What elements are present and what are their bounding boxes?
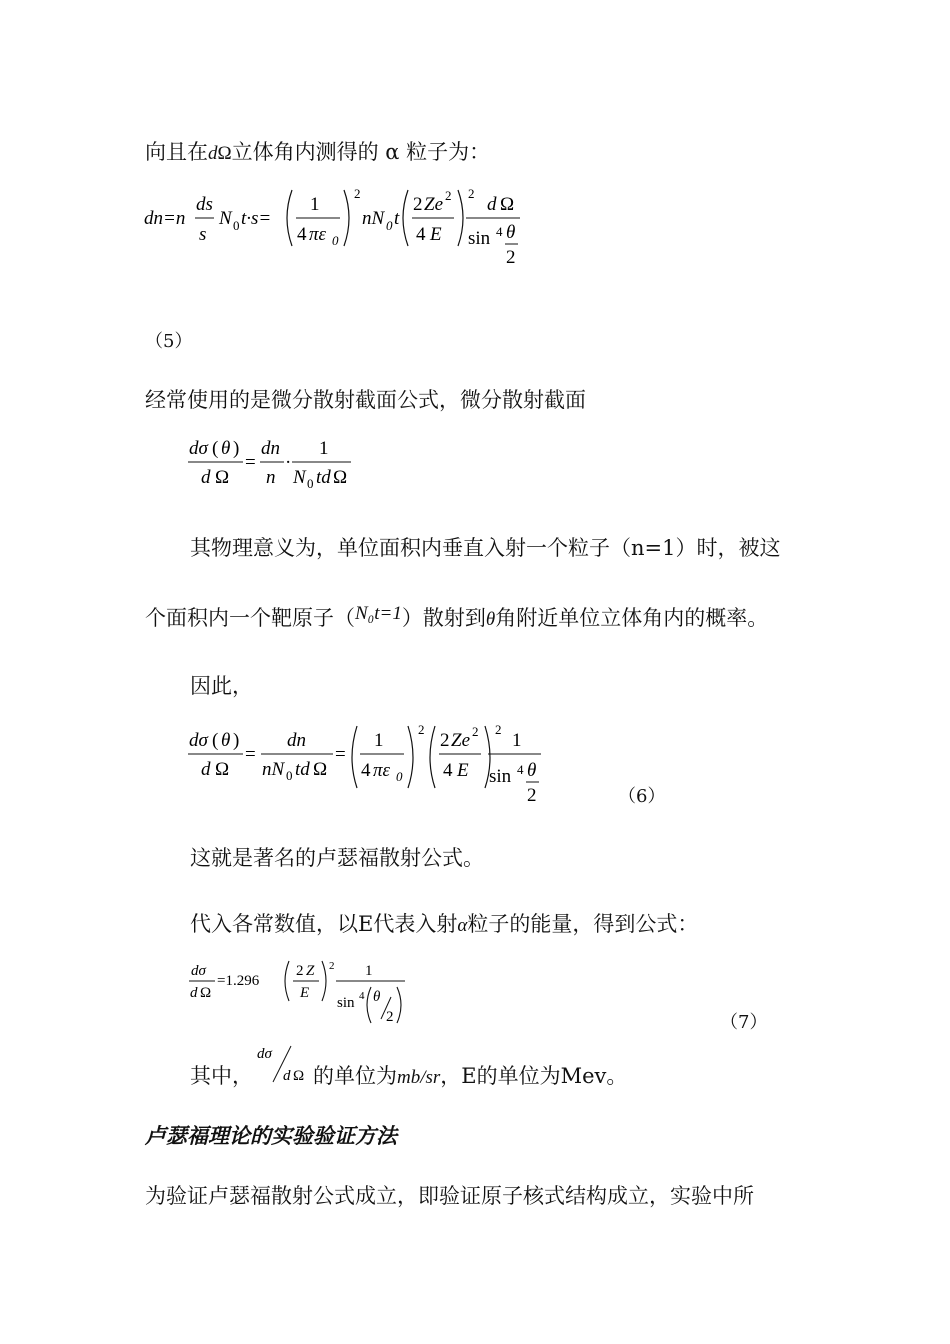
svg-text:1: 1 xyxy=(365,963,373,979)
svg-text:td: td xyxy=(316,467,331,488)
svg-text:2: 2 xyxy=(354,186,361,201)
svg-text:0: 0 xyxy=(286,768,293,783)
svg-text:d: d xyxy=(190,985,198,1001)
svg-text:0: 0 xyxy=(396,769,403,784)
math-inline-n0t1: N₀t=1 xyxy=(355,603,402,624)
svg-text:ds: ds xyxy=(196,194,213,215)
svg-text:4: 4 xyxy=(416,224,426,245)
svg-text:1: 1 xyxy=(512,730,522,751)
svg-text:4: 4 xyxy=(359,990,365,1002)
svg-text:1: 1 xyxy=(319,438,329,459)
svg-text:4: 4 xyxy=(496,224,503,239)
svg-text:0: 0 xyxy=(332,233,339,248)
text-segment: 粒子的能量，得到公式： xyxy=(467,912,699,936)
svg-text:θ: θ xyxy=(221,730,231,751)
svg-text:2: 2 xyxy=(495,722,502,737)
svg-text:sin: sin xyxy=(337,995,355,1011)
svg-text:4: 4 xyxy=(361,760,371,781)
svg-text:dn: dn xyxy=(261,438,280,459)
svg-text:Ω: Ω xyxy=(293,1068,305,1084)
svg-text:1: 1 xyxy=(374,730,384,751)
equation-differential-cross-section xyxy=(185,432,365,492)
svg-text:n: n xyxy=(266,467,276,488)
svg-text:θ: θ xyxy=(527,760,537,781)
svg-text:dn: dn xyxy=(287,730,306,751)
svg-text:E: E xyxy=(300,985,310,1001)
text-segment: 角附近单位立体角内的概率。 xyxy=(495,606,769,630)
svg-text:2: 2 xyxy=(386,1009,394,1025)
svg-text:=: = xyxy=(245,744,256,765)
text-segment: 个面积内一个靶原子（ xyxy=(145,606,355,630)
equation-number-7: （7） xyxy=(720,1012,768,1033)
equation-number-6: （6） xyxy=(618,786,666,807)
svg-text:=: = xyxy=(245,452,256,473)
math-inline-alpha: α xyxy=(457,915,468,936)
svg-text:Ze: Ze xyxy=(424,194,443,215)
svg-text:2: 2 xyxy=(440,730,450,751)
svg-text:πε: πε xyxy=(373,760,391,781)
svg-text:Ω: Ω xyxy=(500,194,515,215)
svg-text:2: 2 xyxy=(296,963,304,979)
svg-text:Ω: Ω xyxy=(313,759,328,780)
svg-text:0: 0 xyxy=(386,218,393,233)
svg-text:2: 2 xyxy=(506,247,516,268)
svg-text:(: ( xyxy=(212,730,219,751)
svg-text:(: ( xyxy=(212,438,219,459)
svg-text:nN: nN xyxy=(262,759,285,780)
paragraph-line-6: 这就是著名的卢瑟福散射公式。 xyxy=(190,846,484,870)
svg-text:2: 2 xyxy=(413,194,423,215)
svg-text:td: td xyxy=(295,759,310,780)
svg-text:4: 4 xyxy=(443,760,453,781)
svg-text:dσ: dσ xyxy=(189,438,208,459)
text-segment: 的单位为 xyxy=(313,1064,397,1088)
svg-text:πε: πε xyxy=(309,224,327,245)
paragraph-line-8 xyxy=(190,1062,253,1090)
paragraph-line-1 xyxy=(145,138,490,168)
svg-text:4: 4 xyxy=(297,224,307,245)
svg-text:=: = xyxy=(335,744,346,765)
text-segment: 立体角内测得的 α 粒子为： xyxy=(231,140,491,164)
svg-text:d: d xyxy=(283,1068,291,1084)
svg-text:N: N xyxy=(293,467,306,488)
paragraph-line-3: 其物理意义为，单位面积内垂直入射一个粒子（n=1）时，被这 xyxy=(190,536,781,560)
svg-text:Ω: Ω xyxy=(333,467,348,488)
equation-7 xyxy=(185,955,415,1030)
svg-text:2: 2 xyxy=(468,186,475,201)
paragraph-line-2: 经常使用的是微分散射截面公式，微分散射截面 xyxy=(145,388,586,412)
paragraph-line-5: 因此， xyxy=(190,674,253,698)
svg-text:1: 1 xyxy=(310,194,320,215)
svg-text:Ω: Ω xyxy=(215,467,230,488)
svg-text:2: 2 xyxy=(418,722,425,737)
math-inline-theta: θ xyxy=(485,609,496,630)
svg-text:0: 0 xyxy=(307,476,314,491)
svg-text:2: 2 xyxy=(445,188,452,203)
svg-text:θ: θ xyxy=(221,438,231,459)
svg-text:E: E xyxy=(430,224,442,245)
math-inline: Ω xyxy=(217,143,232,164)
text-segment: ）散射到 xyxy=(401,606,486,630)
paragraph-line-9: 为验证卢瑟福散射公式成立，即验证原子核式结构成立，实验中所 xyxy=(145,1184,754,1208)
svg-text:θ: θ xyxy=(373,989,381,1005)
svg-text:d: d xyxy=(201,759,211,780)
section-heading: 卢瑟福理论的实验验证方法 xyxy=(145,1123,397,1148)
svg-text:Z: Z xyxy=(306,963,315,979)
paragraph-line-8-continued xyxy=(313,1062,627,1092)
svg-text:nN: nN xyxy=(362,208,385,229)
svg-text:·: · xyxy=(285,452,292,473)
math-inline-dsigma-dOmega xyxy=(255,1042,315,1088)
svg-text:4: 4 xyxy=(517,762,524,777)
svg-text:Ω: Ω xyxy=(215,759,230,780)
svg-text:sin: sin xyxy=(468,228,491,249)
svg-text:Ω: Ω xyxy=(200,985,212,1001)
svg-text:d: d xyxy=(487,194,497,215)
svg-text:N: N xyxy=(219,208,232,229)
svg-text:dσ: dσ xyxy=(189,730,208,751)
svg-text:sin: sin xyxy=(489,766,512,787)
equation-6 xyxy=(185,718,565,808)
svg-text:s: s xyxy=(199,224,207,245)
svg-text:E: E xyxy=(457,760,469,781)
math-inline-unit: mb/sr xyxy=(397,1067,441,1088)
svg-text:): ) xyxy=(233,730,240,751)
text-segment: 代入各常数值，以E代表入射 xyxy=(190,912,458,936)
text-segment: 其中， xyxy=(190,1064,253,1088)
svg-text:d: d xyxy=(201,467,211,488)
text-segment: ，E的单位为Mev。 xyxy=(440,1064,628,1088)
paragraph-line-7 xyxy=(190,910,698,940)
svg-text:2: 2 xyxy=(527,785,537,806)
svg-text:0: 0 xyxy=(233,218,240,233)
svg-text:2: 2 xyxy=(472,724,479,739)
svg-text:t·s=: t·s= xyxy=(241,208,272,229)
paragraph-line-4 xyxy=(145,604,768,634)
math-inline: d xyxy=(208,143,218,164)
svg-text:dn=n: dn=n xyxy=(144,208,186,229)
svg-text:): ) xyxy=(233,438,240,459)
svg-text:2: 2 xyxy=(329,960,335,972)
equation-number-5: （5） xyxy=(145,331,193,352)
text-segment: 向且在 xyxy=(145,140,208,164)
svg-text:=1.296: =1.296 xyxy=(217,973,260,989)
svg-text:dσ: dσ xyxy=(257,1046,272,1062)
svg-text:Ze: Ze xyxy=(451,730,470,751)
svg-text:θ: θ xyxy=(506,222,516,243)
svg-text:t: t xyxy=(394,208,400,229)
equation-5 xyxy=(140,180,540,275)
svg-text:dσ: dσ xyxy=(191,963,206,979)
